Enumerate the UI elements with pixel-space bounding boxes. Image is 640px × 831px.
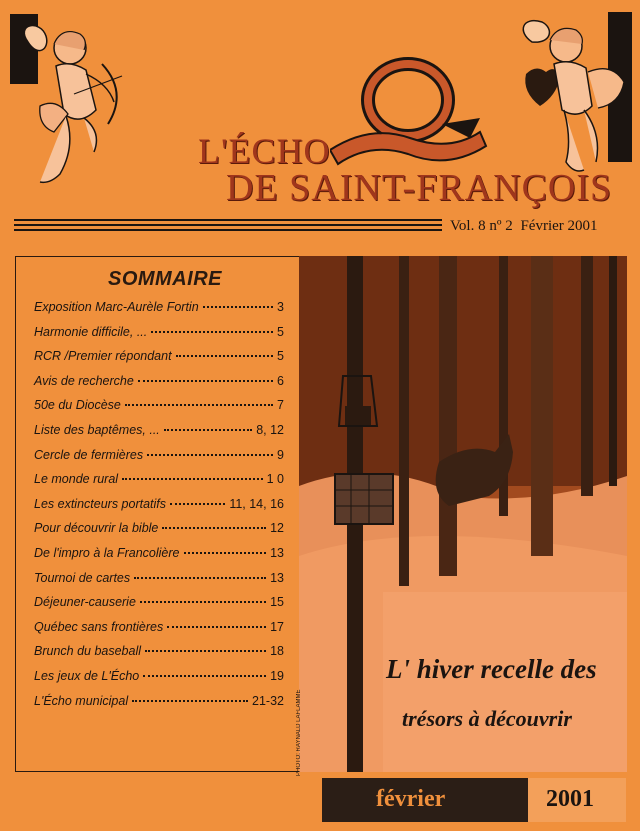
toc-item-page: 21-32 <box>252 693 284 708</box>
toc-item-page: 19 <box>270 668 284 683</box>
cover-headline-line1: L' hiver recelle des <box>386 654 597 684</box>
toc-item[interactable] <box>34 521 284 546</box>
cherub-right-illustration <box>512 12 632 182</box>
masthead-title-line2: DE SAINT-FRANÇOIS <box>226 167 613 209</box>
toc-leader-dots <box>134 577 266 579</box>
toc-leader-dots <box>140 601 266 603</box>
toc-item-label: Liste des baptêmes, ... <box>34 422 160 437</box>
toc-item[interactable] <box>34 546 284 571</box>
toc-item-page: 13 <box>270 545 284 560</box>
toc-item[interactable] <box>34 694 284 719</box>
winter-forest-photo <box>299 256 627 772</box>
toc-item[interactable] <box>34 300 284 325</box>
toc-leader-dots <box>167 626 266 628</box>
toc-item[interactable] <box>34 595 284 620</box>
toc-item-label: 50e du Diocèse <box>34 398 121 413</box>
masthead-rules <box>14 219 442 233</box>
toc-item-page: 9 <box>277 447 284 462</box>
toc-item[interactable] <box>34 644 284 669</box>
toc-item-page: 5 <box>277 324 284 339</box>
toc-item-label: Le monde rural <box>34 472 119 487</box>
toc-item[interactable] <box>34 472 284 497</box>
toc-item-label: RCR /Premier répondant <box>34 349 172 364</box>
toc-item-label: Cercle de fermières <box>34 447 144 462</box>
toc-item[interactable] <box>34 349 284 374</box>
toc-item-label: Pour découvrir la bible <box>34 521 159 536</box>
toc-leader-dots <box>125 404 273 406</box>
toc-item-page: 12 <box>270 521 284 536</box>
toc-item-label: Québec sans frontières <box>34 619 164 634</box>
issue-info <box>450 218 602 235</box>
footer-month: février <box>376 786 446 812</box>
footer-year: 2001 <box>546 786 594 812</box>
cover-headline-line2: trésors à découvrir <box>402 706 572 731</box>
toc-leader-dots <box>170 503 225 505</box>
toc-item-label: Les extincteurs portatifs <box>34 496 167 511</box>
toc-leader-dots <box>164 429 252 431</box>
toc-leader-dots <box>176 355 273 357</box>
toc-item[interactable] <box>34 669 284 694</box>
toc-item-label: Tournoi de cartes <box>34 570 131 585</box>
toc-item-label: De l'impro à la Francolière <box>34 545 180 560</box>
toc-leader-dots <box>138 380 273 382</box>
toc-item[interactable] <box>34 620 284 645</box>
toc-leader-dots <box>203 306 273 308</box>
toc-leader-dots <box>132 700 248 702</box>
toc-item-page: 18 <box>270 644 284 659</box>
issue-date: Février 2001 <box>520 218 598 234</box>
toc-item[interactable] <box>34 374 284 399</box>
toc-leader-dots <box>143 675 266 677</box>
toc-item-page: 13 <box>270 570 284 585</box>
toc-item-label: Brunch du baseball <box>34 644 142 659</box>
toc-item-page: 17 <box>270 619 284 634</box>
toc-item[interactable] <box>34 398 284 423</box>
toc-item-label: Harmonie difficile, ... <box>34 324 148 339</box>
toc-item[interactable] <box>34 571 284 596</box>
toc-item-label: L'Écho municipal <box>34 693 129 708</box>
toc-item-page: 1 0 <box>266 472 284 487</box>
masthead-title-line1: L'ÉCHO <box>198 131 331 171</box>
toc-leader-dots <box>151 331 273 333</box>
toc-item-page: 3 <box>277 300 284 314</box>
cherub-left-illustration <box>10 14 130 189</box>
echo-logo-mark <box>330 54 490 174</box>
toc-item-label: Les jeux de L'Écho <box>34 668 140 683</box>
toc-item[interactable] <box>34 448 284 473</box>
toc-item-page: 11, 14, 16 <box>229 496 284 511</box>
toc-leader-dots <box>122 478 263 480</box>
toc-item-page: 6 <box>277 373 284 388</box>
toc-item-page: 7 <box>277 398 284 413</box>
toc-item-label: Avis de recherche <box>34 373 134 388</box>
toc-list <box>34 300 284 718</box>
toc-leader-dots <box>147 454 273 456</box>
toc-title: SOMMAIRE <box>108 268 222 290</box>
issue-volume: Vol. 8 nº 2 <box>450 218 513 234</box>
toc-item[interactable] <box>34 497 284 522</box>
toc-item-page: 15 <box>270 595 284 610</box>
toc-item-page: 5 <box>277 349 284 364</box>
toc-item-label: Déjeuner-causerie <box>34 595 136 610</box>
toc-item-label: Exposition Marc-Aurèle Fortin <box>34 300 199 314</box>
toc-leader-dots <box>184 552 267 554</box>
toc-item-page: 8, 12 <box>256 422 284 437</box>
photo-credit: PHOTO: RAYNALD LAFLAMME <box>296 689 302 776</box>
toc-item[interactable] <box>34 325 284 350</box>
toc-leader-dots <box>145 650 266 652</box>
toc-leader-dots <box>162 527 266 529</box>
toc-item[interactable] <box>34 423 284 448</box>
